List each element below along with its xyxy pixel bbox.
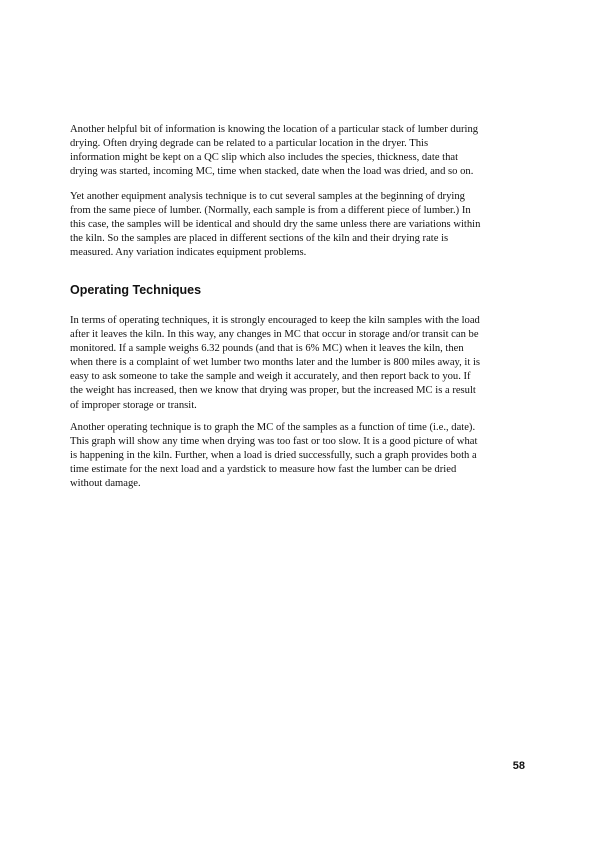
- paragraph-lumber-location: Another helpful bit of information is knowing the location of a particular stack of lumber during drying. Often drying degrade can be related to a particular location in the dryer. This information might be kept on a QC slip which also includes the species, thickness, date that drying was started, incoming MC, time when stacked, date when the load was dried, and so on.: [70, 124, 479, 178]
- paragraph-operating-samples: In terms of operating techniques, it is strongly encouraged to keep the kiln samples with the load after it leaves the kiln. In this way, any changes in MC that occur in storage and/or transit can be monitored. If a sample weighs 6.32 pounds (and that is 6% MC) when it leaves the kiln, then when there is a complaint of wet lumber two months later and the lumber is 800 miles away, it is easy to ask someone to take the sample and weigh it accurately, and then report back to you. If the weight has increased, then we know that drying was proper, but the increased MC is a result of improper storage or transit.: [70, 315, 481, 411]
- page-number: 58: [512, 760, 525, 772]
- section-heading: Operating Techniques: [70, 283, 202, 297]
- paragraph-operating-graph: Another operating technique is to graph the MC of the samples as a function of time (i.e., date). This graph will show any time when drying was too fast or too slow. It is a good picture of what is happening in the kiln. Further, when a load is dried successfully, such a graph provides both a time estimate for the next load and a yardstick to measure how fast the lumber can be dried without damage.: [70, 422, 478, 490]
- paragraph-equipment-analysis: Yet another equipment analysis technique is to cut several samples at the beginning of drying from the same piece of lumber. (Normally, each sample is from a different piece of lumber.) In this case, the samples will be identical and should dry the same unless there are variations within the kiln. So the samples are placed in different sections of the kiln and their drying rate is measured. Any variation indicates equipment problems.: [70, 191, 481, 259]
